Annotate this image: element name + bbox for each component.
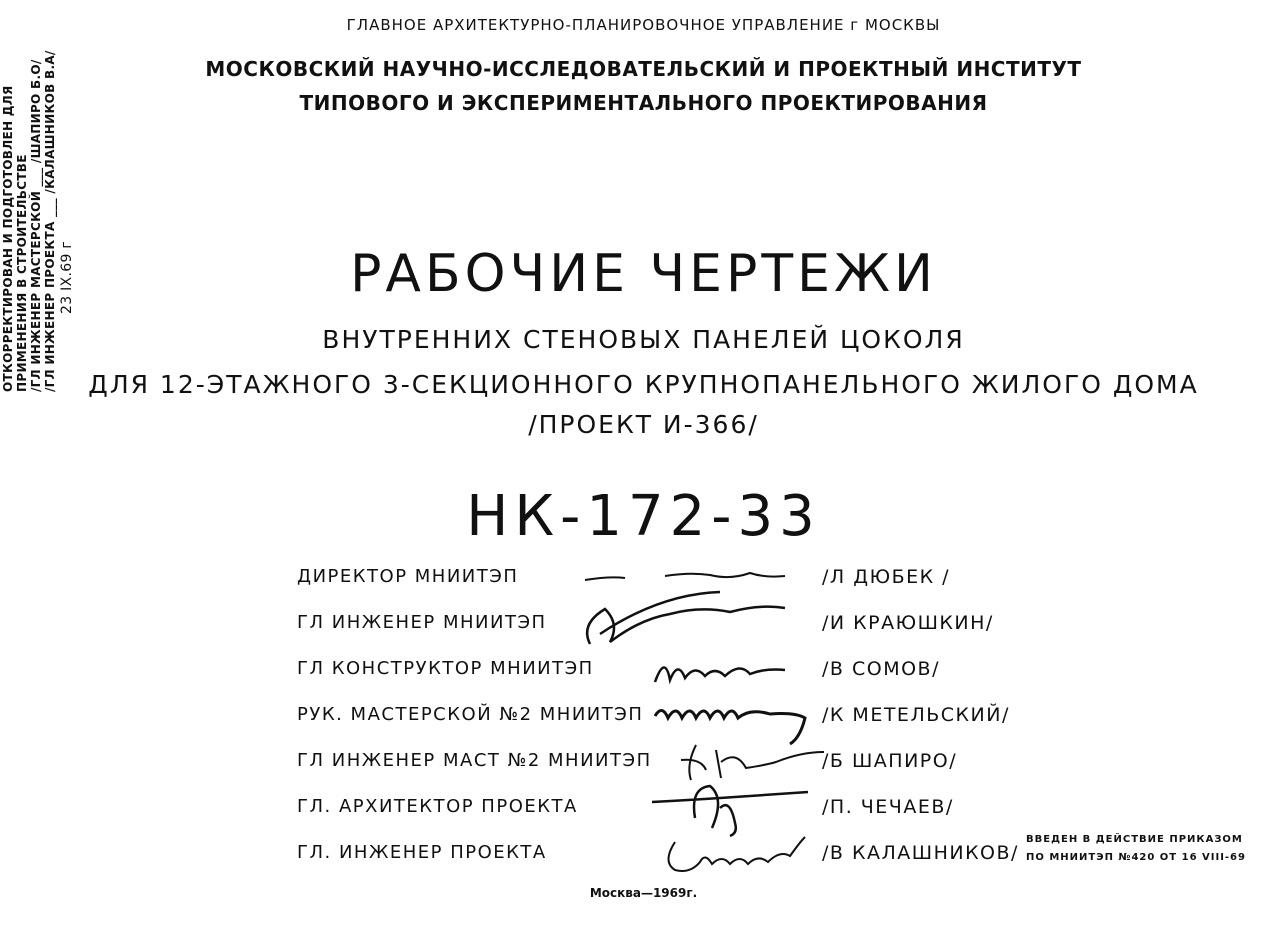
document-title: РАБОЧИЕ ЧЕРТЕЖИ (350, 244, 937, 304)
enactment-line-2: ПО МНИИТЭП №420 ОТ 16 VIII-69 (1026, 852, 1246, 863)
side-stamp-date: 23 IX.69 г (59, 240, 75, 314)
signatory-name: /К МЕТЕЛЬСКИЙ/ (822, 704, 1010, 726)
signatory-name: /Л ДЮБЕК / (822, 566, 951, 588)
side-stamp-line-2: ПРИМЕНЕНИЯ В СТРОИТЕЛЬСТВЕ (15, 154, 29, 392)
handwritten-signature (650, 778, 810, 838)
signatory-name: /В СОМОВ/ (822, 658, 940, 680)
signature-role: ГЛ ИНЖЕНЕР МАСТ №2 МНИИТЭП (297, 750, 652, 771)
handwritten-signature (650, 652, 790, 688)
signature-role: ГЛ. ИНЖЕНЕР ПРОЕКТА (297, 842, 547, 863)
signature-role: ГЛ ИНЖЕНЕР МНИИТЭП (297, 612, 547, 633)
document-subtitle-1: ВНУТРЕННИХ СТЕНОВЫХ ПАНЕЛЕЙ ЦОКОЛЯ (322, 325, 965, 354)
header-institute-cont: ТИПОВОГО И ЭКСПЕРИМЕНТАЛЬНОГО ПРОЕКТИРОВАНИЯ (299, 91, 988, 115)
city-year: Москва—1969г. (589, 886, 698, 900)
project-number: /ПРОЕКТ И-366/ (528, 410, 759, 439)
signature-role: РУК. МАСТЕРСКОЙ №2 МНИИТЭП (297, 704, 644, 725)
signature-role: ГЛ КОНСТРУКТОР МНИИТЭП (297, 658, 594, 679)
signature-role: ГЛ. АРХИТЕКТОР ПРОЕКТА (297, 796, 578, 817)
header-institute: МОСКОВСКИЙ НАУЧНО-ИССЛЕДОВАТЕЛЬСКИЙ И ПРОЕКТНЫЙ ИНСТИТУТ (205, 57, 1082, 81)
handwritten-signature (560, 584, 790, 654)
document-code: НК-172-33 (466, 484, 821, 549)
signatory-name: /Б ШАПИРО/ (822, 750, 958, 772)
header-authority: ГЛАВНОЕ АРХИТЕКТУРНО-ПЛАНИРОВОЧНОЕ УПРАВЛЕНИЕ г МОСКВЫ (346, 16, 941, 34)
side-stamp-line-1: ОТКОРРЕКТИРОВАН И ПОДГОТОВЛЕН ДЛЯ (1, 85, 15, 392)
signatory-name: /В КАЛАШНИКОВ/ (822, 842, 1019, 864)
signature-role: ДИРЕКТОР МНИИТЭП (297, 566, 519, 587)
enactment-note (1026, 831, 1287, 867)
side-stamp-line-4: /ГЛ ИНЖЕНЕР ПРОЕКТА ___ /КАЛАШНИКОВ В.А/ (43, 50, 57, 392)
handwritten-signature (660, 832, 810, 877)
side-stamp-line-3: /ГЛ ИНЖЕНЕР МАСТЕРСКОЙ ___ /ШАПИРО Б.О/ (29, 59, 43, 392)
signatory-name: /И КРАЮШКИН/ (822, 612, 994, 634)
enactment-line-1: ВВЕДЕН В ДЕЙСТВИЕ ПРИКАЗОМ (1026, 834, 1243, 845)
signatory-name: /П. ЧЕЧАЕВ/ (822, 796, 954, 818)
document-subtitle-2: ДЛЯ 12-ЭТАЖНОГО 3-СЕКЦИОННОГО КРУПНОПАНЕЛЬНОГО ЖИЛОГО ДОМА (88, 370, 1199, 399)
